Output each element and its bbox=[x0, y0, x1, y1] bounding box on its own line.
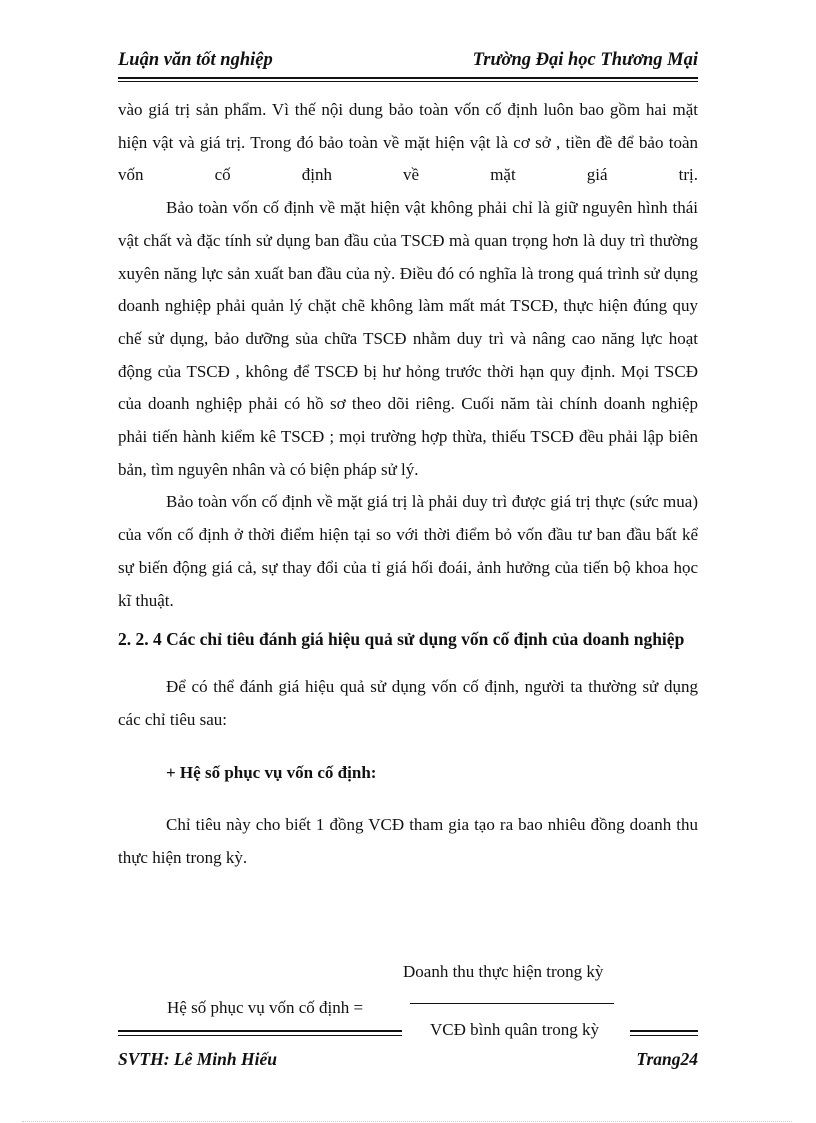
header-thesis-label: Luận văn tốt nghiệp bbox=[118, 50, 273, 70]
header-university-label: Trường Đại học Thương Mại bbox=[472, 50, 698, 70]
page-bottom-dotted-line bbox=[22, 1121, 792, 1122]
formula-lhs: Hệ số phục vụ vốn cố định = bbox=[167, 998, 364, 1017]
header-rule bbox=[118, 77, 698, 79]
footer-rule-right-thin bbox=[630, 1035, 698, 1036]
paragraph-4: Để có thể đánh giá hiệu quả sử dụng vốn cố định, người ta thường sử dụng các chỉ tiêu sau: bbox=[118, 677, 698, 729]
footer-rule-left-thin bbox=[118, 1035, 402, 1036]
footer-rule-right bbox=[630, 1030, 698, 1032]
footer-page-number: Trang24 bbox=[636, 1049, 698, 1069]
paragraph-5: Chỉ tiêu này cho biết 1 đồng VCĐ tham gia tạo ra bao nhiêu đồng doanh thu thực hiện trong kỳ. bbox=[118, 815, 698, 868]
footer-author: SVTH: Lê Minh Hiếu bbox=[118, 1049, 277, 1069]
formula-numerator: Doanh thu thực hiện trong kỳ bbox=[403, 962, 604, 981]
footer-rule-left bbox=[118, 1030, 402, 1032]
section-heading: 2. 2. 4 Các chỉ tiêu đánh giá hiệu quả sử dụng vốn cố định của doanh nghiệp bbox=[118, 629, 685, 650]
formula-denominator: VCĐ bình quân trong kỳ bbox=[430, 1020, 600, 1039]
paragraph-3: Bảo toàn vốn cố định về mặt giá trị là phải duy trì được giá trị thực (sức mua) của vốn cố định ở thời điểm hiện tại so với thời điểm bỏ vốn đầu tư ban đầu bất kể sự biến động giá cả, sự thay đổi của tỉ giá hối đoái, ảnh hưởng của tiến bộ khoa học kĩ thuật. bbox=[118, 492, 698, 610]
bullet-heading: + Hệ số phục vụ vốn cố định: bbox=[166, 762, 377, 782]
document-body bbox=[118, 94, 698, 875]
header-rule-thin bbox=[118, 81, 698, 82]
paragraph-2: Bảo toàn vốn cố định về mặt hiện vật không phải chỉ là giữ nguyên hình thái vật chất và đặc tính sử dụng ban đầu của TSCĐ mà quan trọng hơn là duy trì thường xuyên năng lực sản xuất ban đầu của nỳ. Điều đó có nghĩa là trong quá trình sử dụng doanh nghiệp phải quản lý chặt chẽ không làm mất mát TSCĐ, thực hiện đúng quy chế sử dụng, bảo dưỡng sủa chữa TSCĐ nhằm duy trì và nâng cao năng lực hoạt động của TSCĐ , không để TSCĐ bị hư hỏng trước thời hạn quy định. Mọi TSCĐ của doanh nghiệp phải có hồ sơ theo dõi riêng. Cuối năm tài chính doanh nghiệp phải tiến hành kiểm kê TSCĐ ; mọi trường hợp thừa, thiếu TSCĐ đều phải lập biên bản, tìm nguyên nhân và có biện pháp sử lý. bbox=[118, 198, 698, 479]
paragraph-1: vào giá trị sản phẩm. Vì thế nội dung bảo toàn vốn cố định luôn bao gồm hai mặt hiện vật và giá trị. Trong đó bảo toàn về mặt hiện vật là cơ sở , tiền đề để bảo toàn vốn cố định về mặt giá trị. bbox=[118, 100, 698, 185]
page-header bbox=[118, 50, 698, 76]
fraction-bar bbox=[410, 1003, 614, 1004]
